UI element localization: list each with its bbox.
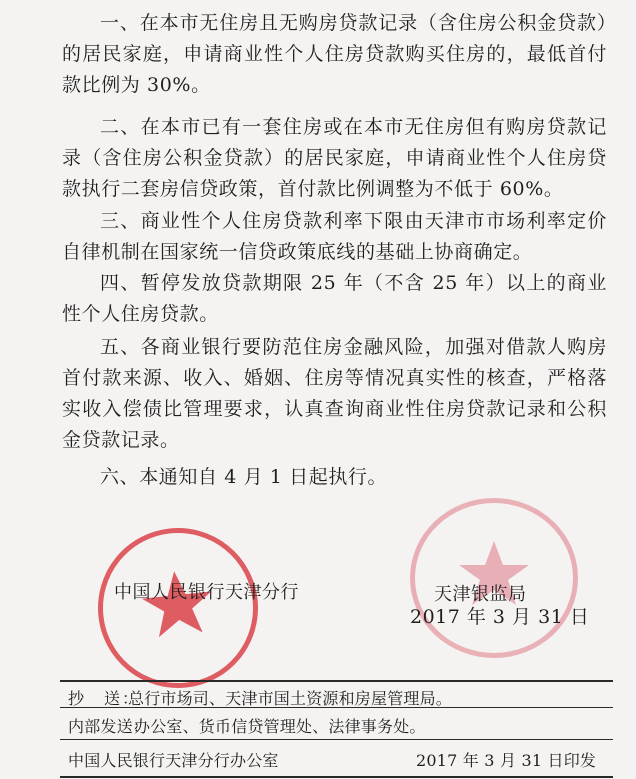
- seal-star-icon: [96, 526, 261, 691]
- cc-label: 抄 送：: [68, 689, 141, 708]
- clause-6: 六、本通知自 4 月 1 日起执行。: [100, 466, 388, 488]
- divider: [60, 707, 613, 708]
- signature-cbrc: 天津银监局: [434, 584, 527, 605]
- clause-5: 五、各商业银行要防范住房金融风险，加强对借款人购房首付款来源、收入、婚姻、住房等情况真实性的核查，严格落实收入偿债比管理要求，认真查询商业性住房贷款记录和公积金贷款记录。: [62, 336, 607, 451]
- clause-4: 四、暂停发放贷款期限 25 年（不含 25 年）以上的商业性个人住房贷款。: [62, 272, 607, 325]
- signature-pboc: 中国人民银行天津分行: [114, 582, 299, 603]
- issuing-office: 中国人民银行天津分行办公室: [68, 751, 279, 770]
- internal-label: 内部发送：: [68, 717, 150, 736]
- divider: [60, 680, 613, 682]
- signature-date: 2017 年 3 月 31 日: [410, 606, 590, 628]
- divider: [60, 776, 613, 778]
- cc-recipients: 总行市场司、天津市国土资源和房屋管理局。: [128, 689, 453, 708]
- issue-date: 2017 年 3 月 31 日印发: [416, 751, 597, 770]
- seal-cbrc-tianjin: [410, 498, 578, 658]
- internal-recipients: 办公室、货币信贷管理处、法律事务处。: [134, 717, 426, 736]
- seal-pboc-tianjin: [90, 520, 266, 696]
- seal-star-icon: [415, 503, 573, 653]
- clause-3: 三、商业性个人住房贷款利率下限由天津市市场利率定价自律机制在国家统一信贷政策底线的基础上协商确定。: [62, 210, 607, 263]
- clause-1: 一、在本市无住房且无购房贷款记录（含住房公积金贷款）的居民家庭，申请商业性个人住房贷款购买住房的，最低首付款比例为 30%。: [62, 12, 607, 96]
- divider: [60, 739, 613, 740]
- clause-2: 二、在本市已有一套住房或在本市无住房但有购房贷款记录（含住房公积金贷款）的居民家庭，申请商业性个人住房贷款执行二套房信贷政策，首付款比例调整为不低于 60%。: [62, 116, 607, 200]
